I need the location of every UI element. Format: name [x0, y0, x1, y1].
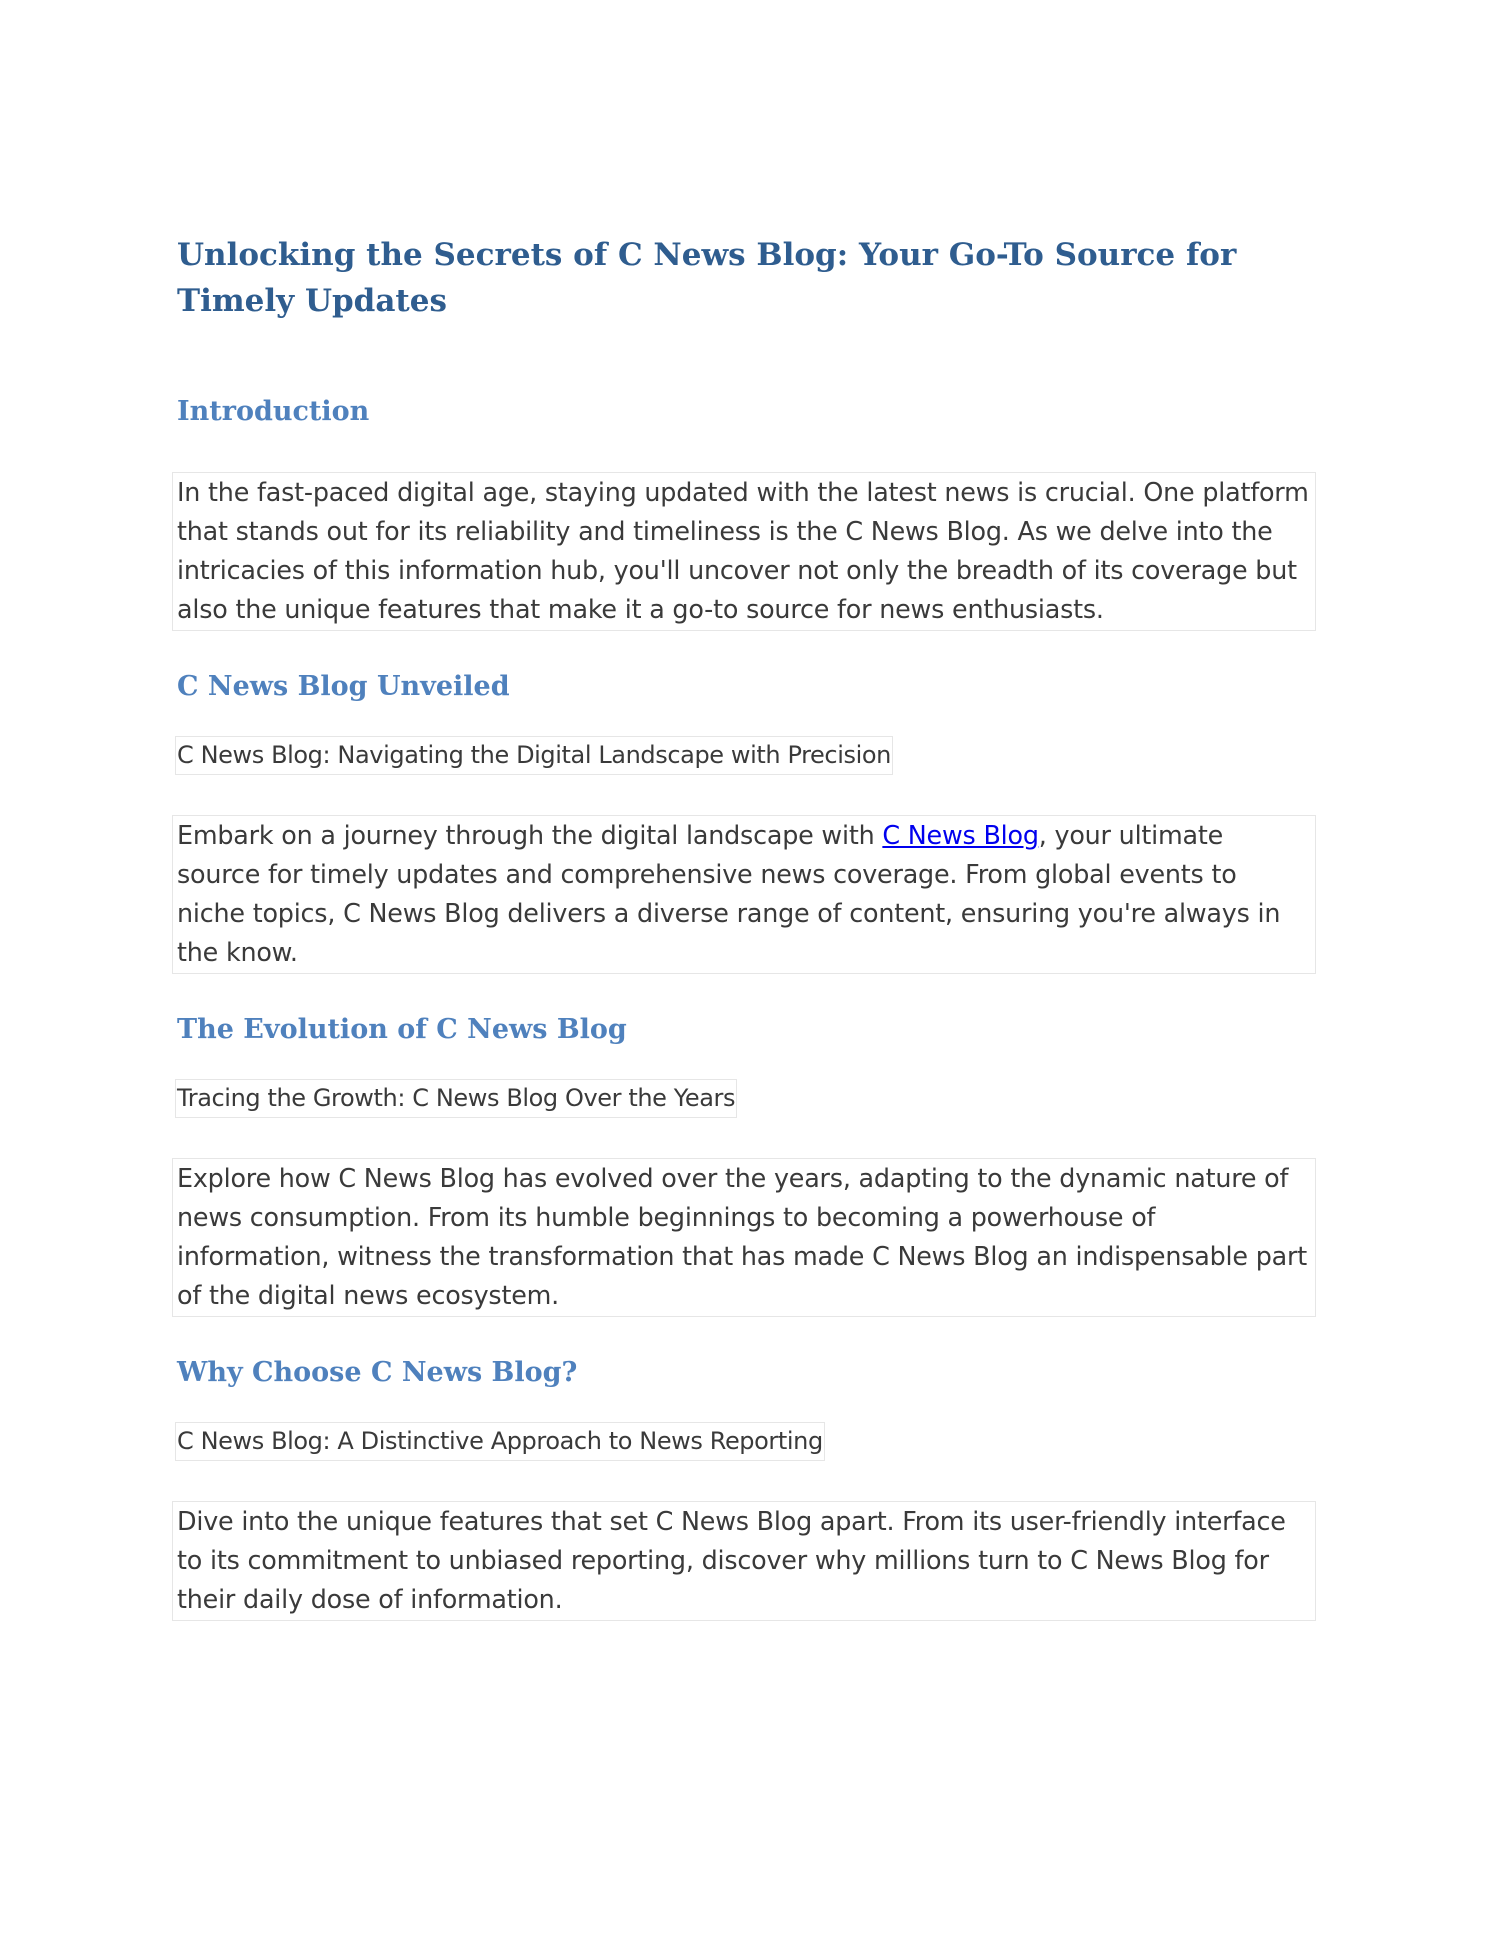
section-heading-introduction: Introduction: [177, 396, 370, 427]
introduction-paragraph: In the fast-paced digital age, staying updated with the latest news is crucial. One platform that stands out for its reliability and timeliness is the C News Blog. As we delve into the intricacies of this information hub, you'll uncover not only the breadth of its coverage but also the unique features that make it a go-to source for news enthusiasts.: [172, 472, 1316, 631]
unveiled-paragraph-text-end: , your ultimate source for timely updates and comprehensive news coverage. From global events to niche topics, C News Blog delivers a diverse range of content, ensuring you're always in the know.: [177, 820, 1281, 967]
document-title: Unlocking the Secrets of C News Blog: Your Go-To Source for Timely Updates: [177, 237, 1237, 319]
section-heading-unveiled: C News Blog Unveiled: [177, 671, 510, 702]
unveiled-paragraph-text-start: Embark on a journey through the digital landscape with: [177, 820, 883, 850]
subheading-distinctive-approach: C News Blog: A Distinctive Approach to News Reporting: [175, 1422, 825, 1461]
evolution-paragraph: Explore how C News Blog has evolved over the years, adapting to the dynamic nature of news consumption. From its humble beginnings to becoming a powerhouse of information, witness the transformation that has made C News Blog an indispensable part of the digital news ecosystem.: [172, 1158, 1316, 1317]
subheading-tracing-growth: Tracing the Growth: C News Blog Over the Years: [175, 1079, 737, 1118]
unveiled-paragraph: [172, 815, 1316, 974]
subheading-navigating: C News Blog: Navigating the Digital Landscape with Precision: [175, 736, 893, 775]
section-heading-evolution: The Evolution of C News Blog: [177, 1014, 627, 1045]
c-news-blog-link[interactable]: C News Blog: [882, 820, 1039, 850]
why-choose-paragraph: Dive into the unique features that set C News Blog apart. From its user-friendly interface to its commitment to unbiased reporting, discover why millions turn to C News Blog for their daily dose of information.: [172, 1501, 1316, 1621]
section-heading-why-choose: Why Choose C News Blog?: [177, 1357, 578, 1388]
